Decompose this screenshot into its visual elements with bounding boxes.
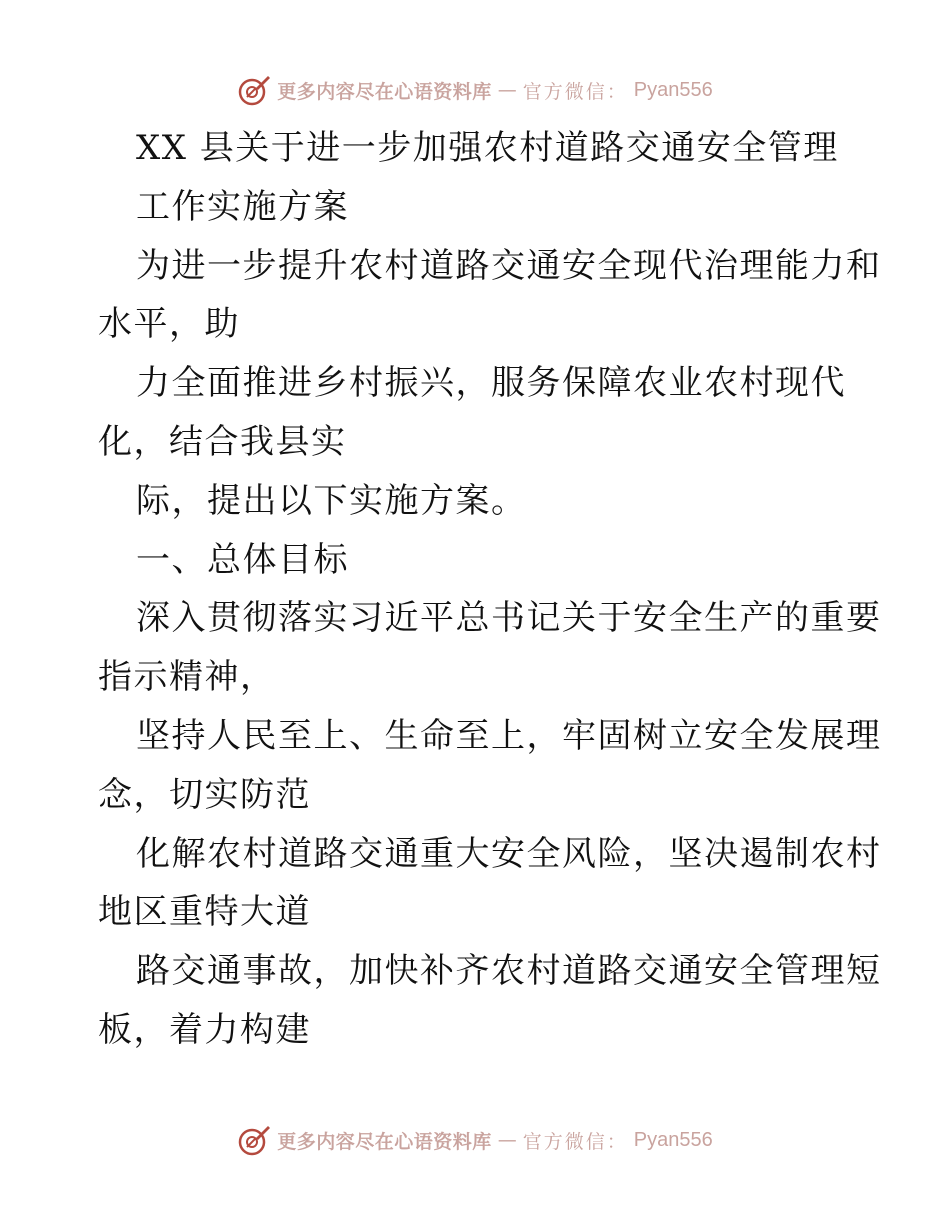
doc-line: 深入贯彻落实习近平总书记关于安全生产的重要: [136, 598, 882, 639]
doc-line: 化，结合我县实: [98, 421, 347, 462]
watermark-site: 更多内容尽在心语资料库: [277, 1130, 492, 1153]
watermark-site: 更多内容尽在心语资料库: [277, 80, 492, 103]
doc-line: 一、总体目标: [136, 539, 349, 580]
doc-line: 为进一步提升农村道路交通安全现代治理能力和: [136, 245, 882, 286]
doc-line: 工作实施方案: [136, 186, 349, 227]
doc-line: 坚持人民至上、生命至上，牢固树立安全发展理: [136, 715, 882, 756]
watermark-separator: —: [497, 79, 517, 101]
watermark-separator: —: [497, 1129, 517, 1151]
watermark-official: 官方微信：: [522, 80, 628, 103]
doc-line: 板，着力构建: [98, 1009, 311, 1050]
document-body: [98, 119, 882, 1060]
pen-logo-icon: [237, 1123, 271, 1157]
watermark-official: 官方微信：: [522, 1130, 628, 1153]
header-watermark: [0, 70, 950, 110]
watermark-id: Pyan556: [633, 78, 713, 101]
doc-line: 水平，助: [98, 304, 240, 345]
doc-line: 力全面推进乡村振兴，服务保障农业农村现代: [136, 363, 846, 404]
footer-watermark: [0, 1120, 950, 1160]
doc-line: XX 县关于进一步加强农村道路交通安全管理: [136, 128, 839, 168]
doc-line: 路交通事故，加快补齐农村道路交通安全管理短: [136, 951, 882, 992]
watermark-id: Pyan556: [633, 1128, 713, 1151]
doc-line: 指示精神，: [98, 657, 276, 698]
doc-line: 化解农村道路交通重大安全风险，坚决遏制农村: [136, 833, 882, 874]
doc-line: 念，切实防范: [98, 774, 311, 815]
pen-logo-icon: [237, 73, 271, 107]
doc-line: 际，提出以下实施方案。: [136, 480, 527, 521]
doc-line: 地区重特大道: [98, 892, 311, 933]
